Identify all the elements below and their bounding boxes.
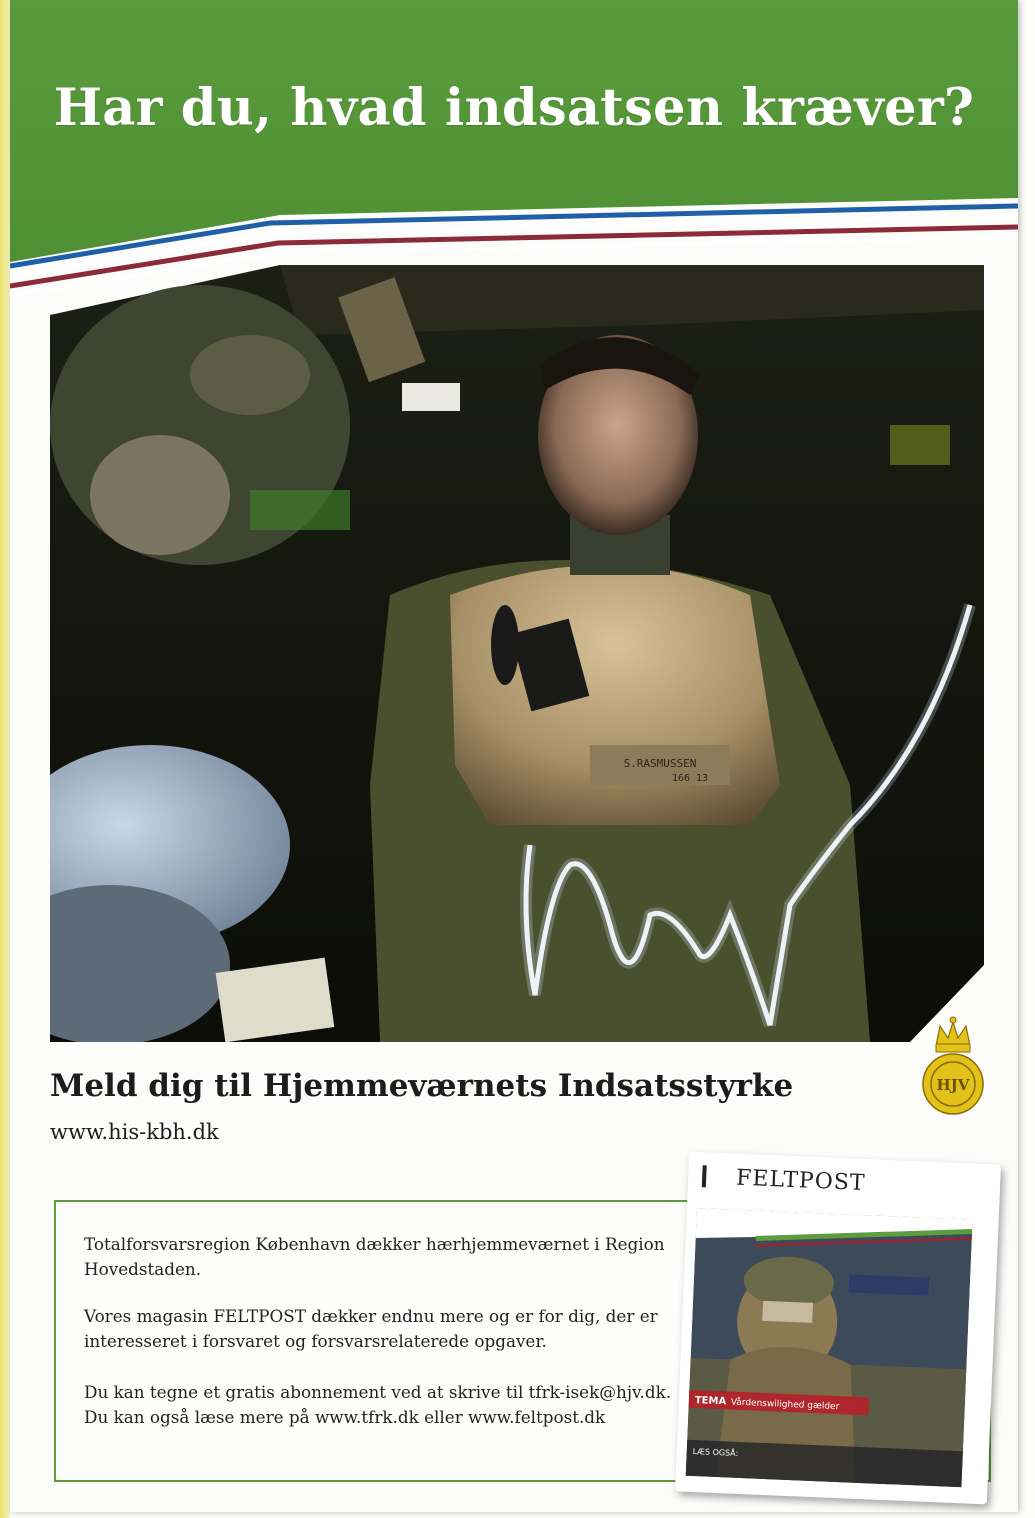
soldier-photo: [50, 265, 984, 1042]
cover-also-label: LÆS OGSÅ:: [692, 1447, 739, 1458]
magazine-title: FELTPOST: [735, 1165, 867, 1197]
name-tape: S.RASMUSSEN: [623, 757, 697, 770]
tagline: Meld dig til Hjemmeværnets Indsatsstyrke: [50, 1068, 794, 1104]
cover-tema-text: Vårdenswilighed gælder: [730, 1397, 840, 1413]
info-paragraph-region: Totalforsvarsregion København dækker hærhjemmeværnet i Region Hovedstaden.: [84, 1234, 665, 1279]
feltpost-magazine-cover: [675, 1152, 1001, 1505]
page-edge: [0, 0, 10, 1518]
info-paragraph-magazine: Vores magasin FELTPOST dækker endnu mere og er for dig, der er interesseret i forsvaret og forsvarsrelaterede opgaver.: [84, 1306, 658, 1351]
logo-lettering: HJV: [936, 1076, 970, 1094]
hjv-crown-logo: [918, 1016, 988, 1124]
headline: Har du, hvad indsatsen kræver?: [53, 78, 975, 138]
name-tape-number: 166 13: [671, 773, 709, 784]
cover-tema-label: TEMA: [694, 1395, 727, 1408]
website-url[interactable]: www.his-kbh.dk: [50, 1120, 219, 1144]
poster-page: [10, 0, 1018, 1512]
info-paragraph-subscribe: Du kan tegne et gratis abonnement ved at skrive til tfrk-isek@hjv.dk. Du kan også læse mere på www.tfrk.dk eller www.feltpost.dk: [84, 1382, 672, 1427]
magazine-cover-photo: [686, 1208, 973, 1487]
cover-logo-bar: [702, 1165, 707, 1187]
header-banner: [10, 0, 1018, 300]
